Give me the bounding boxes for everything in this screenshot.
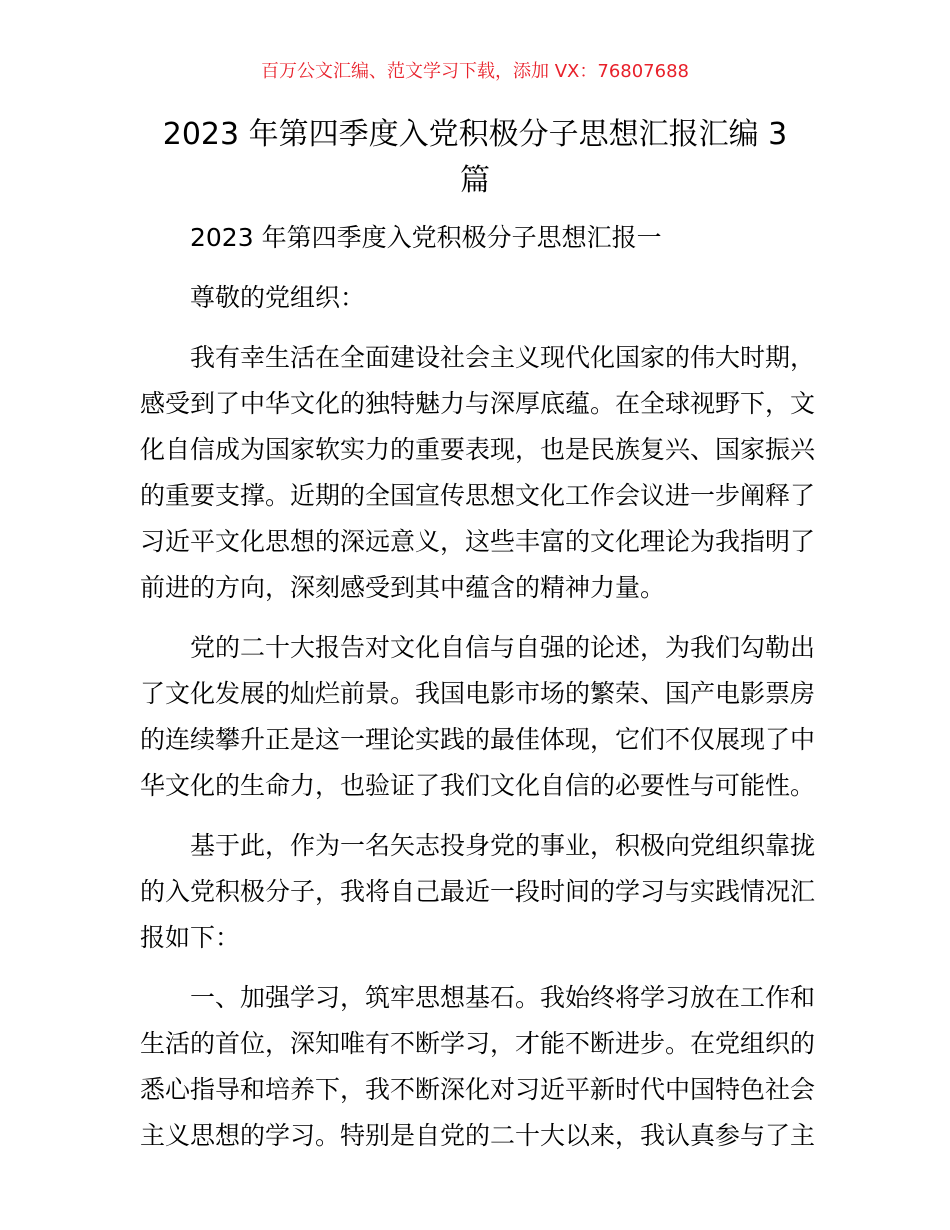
text-line: 前进的方向，深刻感受到其中蕴含的精神力量。 — [140, 573, 666, 602]
paragraph — [140, 335, 820, 611]
title-line: 2023 年第四季度入党积极分子思想汇报汇编 3 — [162, 117, 788, 152]
text-line: 了文化发展的灿烂前景。我国电影市场的繁荣、国产电影票房 — [140, 679, 816, 708]
paragraph — [140, 975, 820, 1159]
title-line: 篇 — [460, 163, 490, 198]
document-title — [130, 112, 820, 204]
text-line: 化自信成为国家软实力的重要表现，也是民族复兴、国家振兴 — [140, 435, 816, 464]
text-line: 的连续攀升正是这一理论实践的最佳体现，它们不仅展现了中 — [140, 725, 816, 754]
paragraph — [140, 823, 820, 961]
text-line: 习近平文化思想的深远意义，这些丰富的文化理论为我指明了 — [140, 527, 816, 556]
text-line: 我有幸生活在全面建设社会主义现代化国家的伟大时期， — [190, 343, 816, 372]
text-line: 报如下： — [140, 923, 241, 952]
text-line: 党的二十大报告对文化自信与自强的论述，为我们勾勒出 — [190, 633, 816, 662]
salutation — [140, 275, 820, 321]
text-line: 华文化的生命力，也验证了我们文化自信的必要性与可能性。 — [140, 771, 816, 800]
section-heading — [140, 215, 820, 261]
text-line: 的重要支撑。近期的全国宣传思想文化工作会议进一步阐释了 — [140, 481, 816, 510]
text-line: 悉心指导和培养下，我不断深化对习近平新时代中国特色社会 — [140, 1075, 816, 1104]
document-body — [140, 215, 820, 1173]
text-line: 感受到了中华文化的独特魅力与深厚底蕴。在全球视野下，文 — [140, 389, 816, 418]
text-line: 主义思想的学习。特别是自党的二十大以来，我认真参与了主 — [140, 1121, 816, 1150]
text-line: 一、加强学习，筑牢思想基石。我始终将学习放在工作和 — [190, 983, 816, 1012]
text-line: 基于此，作为一名矢志投身党的事业，积极向党组织靠拢 — [190, 831, 816, 860]
watermark-header: 百万公文汇编、范文学习下载，添加 VX：76807688 — [261, 61, 689, 82]
text-line: 生活的首位，深知唯有不断学习，才能不断进步。在党组织的 — [140, 1029, 816, 1058]
text-line: 尊敬的党组织： — [190, 283, 366, 312]
text-line: 2023 年第四季度入党积极分子思想汇报一 — [190, 223, 662, 252]
text-line: 的入党积极分子，我将自己最近一段时间的学习与实践情况汇 — [140, 877, 816, 906]
paragraph — [140, 625, 820, 809]
